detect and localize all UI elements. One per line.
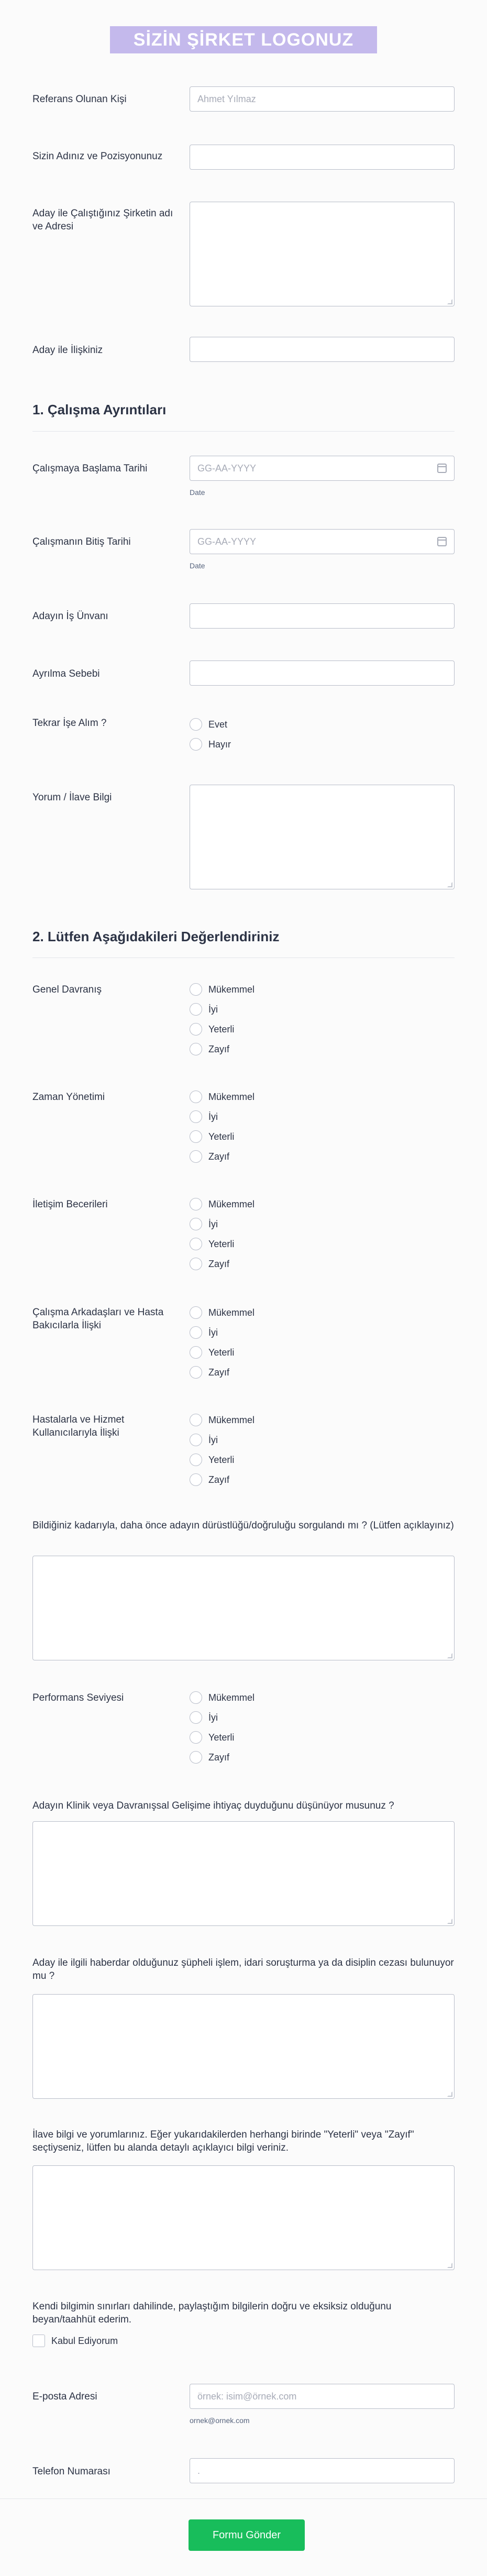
radio-label: İyi (208, 1218, 218, 1229)
relationship-input[interactable] (190, 337, 455, 362)
rating-option-poor[interactable] (190, 1747, 254, 1767)
general-behavior-label: Genel Davranış (32, 984, 102, 995)
radio-circle-icon[interactable] (190, 1414, 202, 1426)
radio-label: Zayıf (208, 1258, 230, 1269)
radio-circle-icon[interactable] (190, 1731, 202, 1744)
radio-label: Zayıf (208, 1151, 230, 1162)
development-label: Adayın Klinik veya Davranışsal Gelişime ihtiyaç duyduğunu düşünüyor musunuz ? (32, 1800, 394, 1811)
radio-circle-icon[interactable] (190, 1473, 202, 1486)
radio-circle-icon[interactable] (190, 1043, 202, 1055)
start-date-input[interactable] (190, 456, 455, 481)
radio-circle-icon[interactable] (190, 1023, 202, 1036)
radio-circle-icon[interactable] (190, 983, 202, 996)
rating-option-excellent[interactable] (190, 1688, 254, 1708)
radio-label: Mükemmel (208, 1198, 255, 1209)
radio-label: Yeterli (208, 1238, 235, 1249)
rating-option-excellent[interactable] (190, 979, 254, 999)
resize-handle-icon[interactable] (447, 882, 452, 887)
rating-option-poor[interactable] (190, 1470, 254, 1490)
rehire-options (190, 714, 231, 754)
disciplinary-textarea[interactable] (32, 1994, 455, 2099)
radio-label: İyi (208, 1004, 218, 1015)
phone-input[interactable] (190, 2458, 455, 2483)
rating-option-excellent[interactable] (190, 1410, 254, 1430)
radio-circle-icon[interactable] (190, 718, 202, 731)
rating-option-good[interactable] (190, 1214, 254, 1234)
job-title-label: Adayın İş Ünvanı (32, 611, 108, 622)
email-sublabel: ornek@ornek.com (190, 2416, 250, 2425)
performance-label: Performans Seviyesi (32, 1692, 124, 1703)
radio-label: Zayıf (208, 1043, 230, 1054)
rating-option-poor[interactable] (190, 1147, 254, 1166)
rehire-label: Tekrar İşe Alım ? (32, 718, 107, 729)
reference-person-input[interactable] (190, 86, 455, 112)
radio-label: Mükemmel (208, 984, 255, 995)
radio-label: İyi (208, 1327, 218, 1338)
disciplinary-label: Aday ile ilgili haberdar olduğunuz şüpheli işlem, idari soruşturma ya da disiplin cezası bulunuyor mu ? (32, 1957, 454, 1981)
rating-option-adequate[interactable] (190, 1727, 254, 1747)
rehire-option-yes[interactable] (190, 714, 231, 734)
resize-handle-icon[interactable] (447, 2263, 452, 2268)
email-label: E-posta Adresi (32, 2391, 97, 2402)
accept-checkbox[interactable] (32, 2335, 118, 2347)
colleague-relations-label: Çalışma Arkadaşları ve Hasta Bakıcılarla İlişki (32, 1307, 164, 1331)
accept-checkbox-label: Kabul Ediyorum (51, 2335, 118, 2346)
your-name-label: Sizin Adınız ve Pozisyonunuz (32, 151, 163, 162)
radio-circle-icon[interactable] (190, 1366, 202, 1379)
rating-option-adequate[interactable] (190, 1234, 254, 1254)
rating-option-good[interactable] (190, 999, 254, 1019)
end-date-label: Çalışmanın Bitiş Tarihi (32, 536, 131, 547)
communication-label: İletişim Becerileri (32, 1199, 108, 1210)
start-date-label: Çalışmaya Başlama Tarihi (32, 463, 148, 474)
colleague-relations-options (190, 1303, 254, 1382)
radio-label: Mükemmel (208, 1091, 255, 1102)
radio-label: Evet (208, 719, 228, 730)
email-input[interactable] (190, 2384, 455, 2409)
development-textarea[interactable] (32, 1821, 455, 1926)
radio-label: Mükemmel (208, 1414, 255, 1425)
rating-option-poor[interactable] (190, 1362, 254, 1382)
radio-label: Yeterli (208, 1454, 235, 1465)
rating-option-adequate[interactable] (190, 1342, 254, 1362)
leaving-reason-input[interactable] (190, 660, 455, 686)
radio-label: Yeterli (208, 1347, 235, 1358)
radio-circle-icon[interactable] (190, 1258, 202, 1270)
radio-circle-icon[interactable] (190, 738, 202, 751)
reference-person-placeholder: Ahmet Yılmaz (197, 93, 256, 104)
radio-label: Hayır (208, 739, 231, 750)
phone-placeholder: . (197, 2465, 201, 2476)
performance-options (190, 1688, 254, 1767)
radio-label: Zayıf (208, 1474, 230, 1485)
radio-label: Yeterli (208, 1131, 235, 1142)
radio-circle-icon[interactable] (190, 1003, 202, 1016)
resize-handle-icon[interactable] (447, 2091, 452, 2097)
rating-option-excellent[interactable] (190, 1087, 254, 1107)
rating-option-adequate[interactable] (190, 1450, 254, 1470)
end-date-input[interactable] (190, 529, 455, 554)
patient-relations-options (190, 1410, 254, 1490)
honesty-textarea[interactable] (32, 1556, 455, 1660)
radio-circle-icon[interactable] (190, 1711, 202, 1724)
rating-option-poor[interactable] (190, 1039, 254, 1059)
comments-textarea[interactable] (190, 785, 455, 889)
radio-circle-icon[interactable] (190, 1150, 202, 1163)
time-management-label: Zaman Yönetimi (32, 1092, 105, 1103)
calendar-icon[interactable] (437, 537, 447, 546)
resize-handle-icon[interactable] (447, 1919, 452, 1924)
relationship-label: Aday ile İlişkiniz (32, 345, 103, 356)
section-2-title: 2. Lütfen Aşağıdakileri Değerlendiriniz (32, 929, 280, 944)
rehire-option-no[interactable] (190, 734, 231, 754)
time-management-options (190, 1087, 254, 1166)
end-date-placeholder: GG-AA-YYYY (197, 536, 257, 547)
radio-label: Zayıf (208, 1367, 230, 1378)
radio-circle-icon[interactable] (190, 1218, 202, 1230)
radio-circle-icon[interactable] (190, 1091, 202, 1103)
radio-circle-icon[interactable] (190, 1434, 202, 1446)
footer-divider (0, 2498, 487, 2499)
job-title-input[interactable] (190, 603, 455, 629)
rating-option-good[interactable] (190, 1708, 254, 1727)
section-2-divider (32, 957, 455, 958)
rating-option-good[interactable] (190, 1107, 254, 1127)
radio-label: Zayıf (208, 1752, 230, 1763)
radio-circle-icon[interactable] (190, 1238, 202, 1250)
leaving-reason-label: Ayrılma Sebebi (32, 668, 100, 679)
radio-circle-icon[interactable] (190, 1691, 202, 1704)
rating-option-excellent[interactable] (190, 1303, 254, 1323)
rating-option-good[interactable] (190, 1323, 254, 1342)
additional-info-label: İlave bilgi ve yorumlarınız. Eğer yukarıdakilerden herhangi birinde "Yeterli" veya "Zayıf" seçtiyseniz, lütfen bu alanda detaylı açıklayıcı bilgi veriniz. (32, 2129, 414, 2153)
email-placeholder: örnek: isim@örnek.com (197, 2391, 297, 2402)
radio-circle-icon[interactable] (190, 1454, 202, 1466)
radio-circle-icon[interactable] (190, 1751, 202, 1764)
company-address-label: Aday ile Çalıştığınız Şirketin adı ve Adresi (32, 208, 173, 232)
section-1-divider (32, 431, 455, 432)
radio-circle-icon[interactable] (190, 1306, 202, 1319)
communication-options (190, 1194, 254, 1274)
phone-label: Telefon Numarası (32, 2466, 110, 2477)
rating-option-good[interactable] (190, 1430, 254, 1450)
radio-label: Yeterli (208, 1732, 235, 1743)
radio-circle-icon[interactable] (190, 1326, 202, 1339)
start-date-placeholder: GG-AA-YYYY (197, 463, 257, 474)
rating-option-excellent[interactable] (190, 1194, 254, 1214)
reference-person-label: Referans Olunan Kişi (32, 94, 127, 105)
radio-circle-icon[interactable] (190, 1346, 202, 1359)
general-behavior-options (190, 979, 254, 1059)
rating-option-poor[interactable] (190, 1254, 254, 1274)
calendar-icon[interactable] (437, 464, 447, 473)
submit-button[interactable]: Formu Gönder (189, 2519, 305, 2551)
your-name-input[interactable] (190, 145, 455, 170)
rating-option-adequate[interactable] (190, 1127, 254, 1147)
radio-circle-icon[interactable] (190, 1130, 202, 1143)
radio-label: İyi (208, 1434, 218, 1445)
radio-label: Mükemmel (208, 1307, 255, 1318)
checkbox-icon[interactable] (32, 2335, 45, 2347)
rating-option-adequate[interactable] (190, 1019, 254, 1039)
company-logo: SİZİN ŞİRKET LOGONUZ (110, 26, 377, 53)
declaration-text: Kendi bilgimin sınırları dahilinde, paylaştığım bilgilerin doğru ve eksiksiz olduğunu beyan/taahhüt ederim. (32, 2301, 392, 2325)
radio-label: İyi (208, 1712, 218, 1723)
resize-handle-icon[interactable] (447, 1653, 452, 1658)
radio-label: İyi (208, 1111, 218, 1122)
section-1-title: 1. Çalışma Ayrıntıları (32, 402, 167, 417)
radio-label: Yeterli (208, 1023, 235, 1034)
comments-label: Yorum / İlave Bilgi (32, 792, 112, 803)
company-address-textarea[interactable] (190, 202, 455, 306)
additional-info-textarea[interactable] (32, 2165, 455, 2270)
patient-relations-label: Hastalarla ve Hizmet Kullanıcılarıyla İlişki (32, 1414, 125, 1438)
resize-handle-icon[interactable] (447, 299, 452, 304)
radio-circle-icon[interactable] (190, 1198, 202, 1210)
radio-label: Mükemmel (208, 1692, 255, 1703)
start-date-sublabel: Date (190, 488, 205, 497)
radio-circle-icon[interactable] (190, 1110, 202, 1123)
honesty-label: Bildiğiniz kadarıyla, daha önce adayın dürüstlüğü/doğruluğu sorgulandı mı ? (Lütfen açıklayınız) (32, 1520, 454, 1531)
end-date-sublabel: Date (190, 562, 205, 570)
